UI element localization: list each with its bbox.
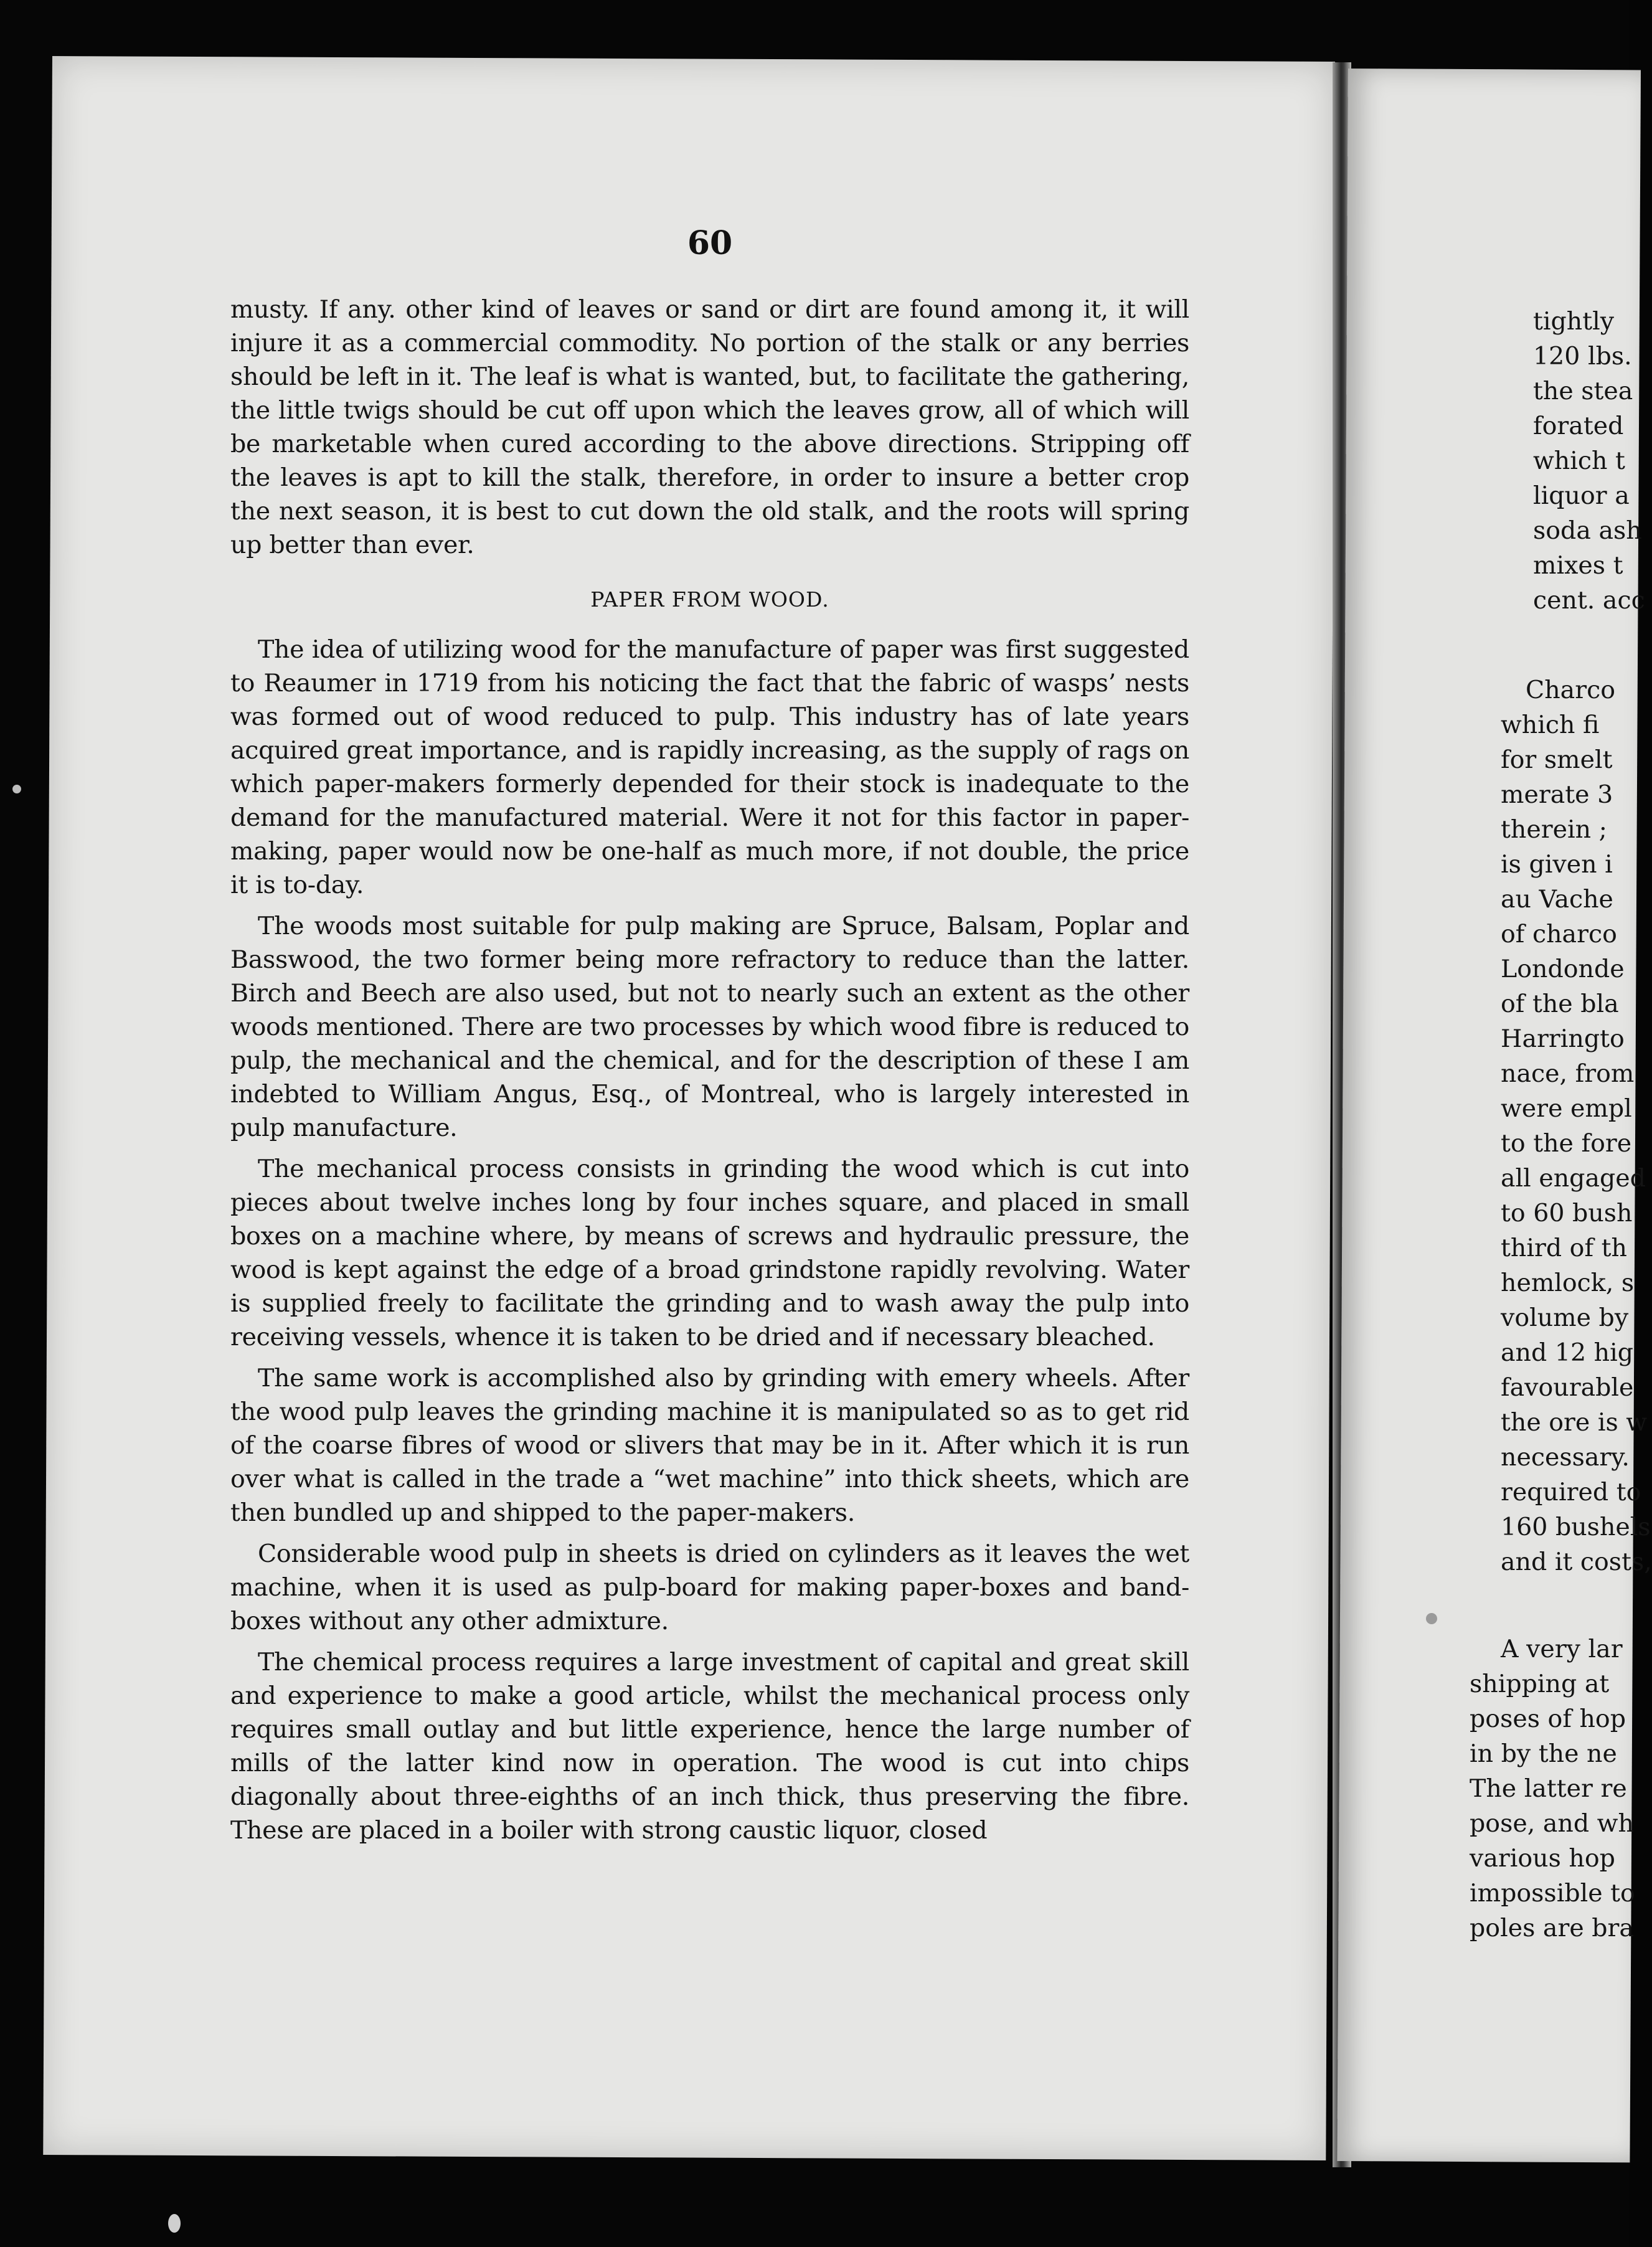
right-line: tightly — [1533, 307, 1615, 336]
right-line: soda ash — [1533, 516, 1642, 545]
right-line: mixes t — [1533, 551, 1623, 580]
right-line: 160 bushels — [1501, 1513, 1651, 1541]
main-text — [230, 293, 1189, 1847]
right-line: required to — [1501, 1478, 1641, 1507]
right-line: for smelt — [1501, 745, 1613, 774]
right-line: of charco — [1501, 920, 1617, 948]
right-line: nace, from — [1501, 1059, 1635, 1088]
paragraph: The woods most suitable for pulp making are Spruce, Balsam, Poplar and Basswood, the two former being more refractory to reduce than the latter. Birch and Beech are also used, but not to nearly such an extent as the other woods mentioned. There are two processes by which wood fibre is reduced to pulp, the mechanical and the chemical, and for the description of these I am indebted to William Angus, Esq., of Montreal, who is largely interested in pulp manufacture. — [230, 912, 1189, 1142]
right-page-text-group-1 — [1533, 304, 1645, 618]
scan-speck — [12, 785, 21, 793]
paragraph: The idea of utilizing wood for the manufacture of paper was first suggested to Reaumer in 1719 from his noticing the fact that the fabric of wasps’ nests was formed out of wood reduced to pulp. This industry has of late years acquired great importance, and is rapidly increasing, as the supply of rags on which paper-makers formerly depended for their stock is inadequate to the demand for the manufactured material. Were it not for this factor in paper-making, paper would now be one-half as much more, if not double, the price it is to-day. — [230, 635, 1189, 899]
right-line: were empl — [1501, 1094, 1632, 1123]
right-line: volume by — [1501, 1303, 1629, 1332]
right-line: Londonde — [1501, 955, 1625, 983]
right-line: third of th — [1501, 1234, 1627, 1262]
right-line: A very lar — [1501, 1635, 1623, 1663]
paragraph: Considerable wood pulp in sheets is dried on cylinders as it leaves the wet machine, when it is used as pulp-board for making paper-boxes and band-boxes without any other admixture. — [230, 1540, 1189, 1635]
paragraph: The chemical process requires a large investment of capital and great skill and experience to make a good article, whilst the mechanical process only requires small outlay and but little experience, hence the large number of mills of the latter kind now in operation. The wood is cut into chips diagonally about three-eighths of an inch thick, thus preserving the fibre. These are placed in a boiler with strong caustic liquor, closed — [230, 1648, 1189, 1845]
right-line: poles are bra — [1470, 1914, 1634, 1942]
right-line: au Vache — [1501, 885, 1613, 914]
right-line: shipping at — [1470, 1670, 1610, 1698]
right-line: which fi — [1501, 711, 1600, 739]
right-line: pose, and wh — [1470, 1809, 1634, 1838]
right-line: 120 lbs. — [1533, 342, 1632, 371]
right-line: all engaged — [1501, 1164, 1646, 1193]
right-line: the ore is w — [1501, 1408, 1648, 1437]
scan-speck — [1426, 1613, 1437, 1624]
right-line: various hop — [1470, 1844, 1615, 1873]
right-line: which t — [1533, 447, 1625, 475]
right-line: favourable — [1501, 1373, 1634, 1402]
right-line: forated — [1533, 412, 1624, 440]
right-line: poses of hop — [1470, 1705, 1626, 1733]
scan-speck — [168, 2214, 181, 2233]
right-line: necessary. — [1501, 1443, 1630, 1472]
right-line: Harringto — [1501, 1024, 1625, 1053]
paragraph: The same work is accomplished also by grinding with emery wheels. After the wood pulp leaves the grinding machine it is manipulated so as to get rid of the coarse fibres of wood or slivers that may be in it. After which it is run over what is called in the trade a “wet machine” into thick sheets, which are then bundled up and shipped to the paper-makers. — [230, 1364, 1189, 1527]
right-line: to 60 bush — [1501, 1199, 1633, 1228]
page-number: 60 — [687, 224, 733, 262]
right-line: and 12 hig — [1501, 1338, 1634, 1367]
paragraph-continued: musty. If any. other kind of leaves or sand or dirt are found among it, it will injure it as a commercial commodity. No portion of the stalk or any berries should be left in it. The leaf is what is wanted, but, to facilitate the gathering, the little twigs should be cut off upon which the leaves grow, all of which will be marketable when cured according to the above directions. Stripping off the leaves is apt to kill the stalk, therefore, in order to insure a better crop the next season, it is best to cut down the old stalk, and the roots will spring up better than ever. — [230, 295, 1189, 559]
right-line: and it costs, — [1501, 1548, 1652, 1576]
right-line: merate 3 — [1501, 780, 1613, 809]
right-line: cent. acc — [1533, 586, 1645, 615]
right-line: in by the ne — [1470, 1739, 1617, 1768]
paragraph: The mechanical process consists in grinding the wood which is cut into pieces about twelve inches long by four inches square, and placed in small boxes on a machine where, by means of screws and hydraulic pressure, the wood is kept against the edge of a broad grindstone rapidly revolving. Water is supplied freely to facilitate the grinding and to wash away the pulp into receiving vessels, whence it is taken to be dried and if necessary bleached. — [230, 1155, 1189, 1351]
right-line: to the fore — [1501, 1129, 1632, 1158]
right-line: The latter re — [1470, 1774, 1627, 1803]
right-page-text-group-2 — [1501, 673, 1652, 1579]
right-line: the stea — [1533, 377, 1633, 405]
right-line: hemlock, s — [1501, 1269, 1635, 1297]
right-line: liquor a — [1533, 481, 1630, 510]
right-line: therein ; — [1501, 815, 1607, 844]
right-page-text-group-3 — [1470, 1632, 1635, 1946]
right-line: Charco — [1526, 676, 1615, 704]
section-heading: PAPER FROM WOOD. — [590, 587, 829, 612]
right-line: impossible to — [1470, 1879, 1635, 1908]
right-line: is given i — [1501, 850, 1613, 879]
right-line: of the bla — [1501, 990, 1619, 1018]
